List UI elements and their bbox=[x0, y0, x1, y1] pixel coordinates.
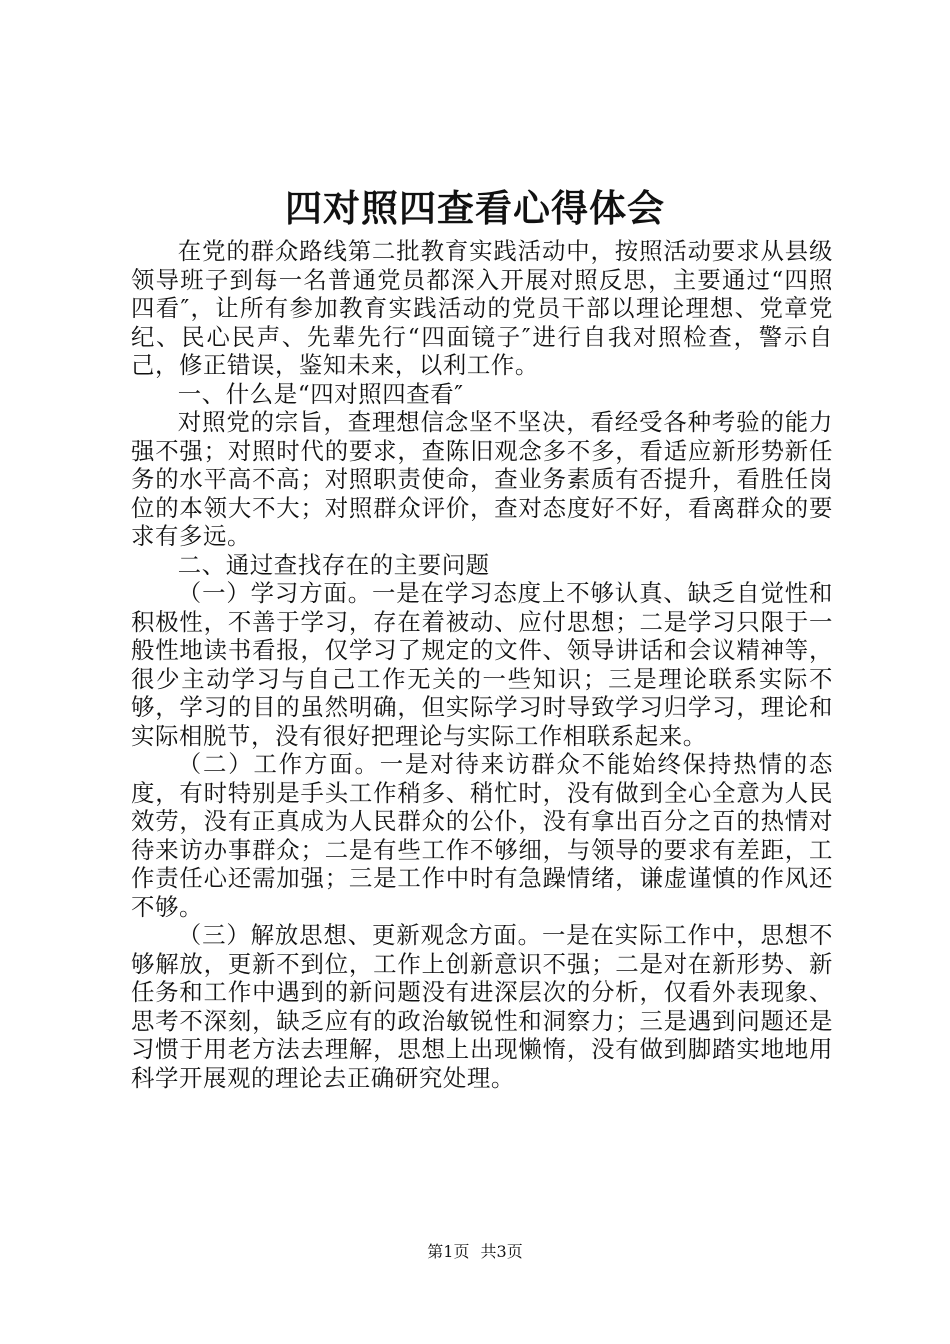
page-footer bbox=[0, 1241, 950, 1263]
section-heading-2: 二、通过查找存在的主要问题 bbox=[177, 550, 490, 579]
work-paragraph: （二）工作方面。一是对待来访群众不能始终保持热情的态度，有时特别是手头工作稍多、稍忙时，没有做到全心全意为人民效劳，没有正真成为人民群众的公仆，没有拿出百分之百的热情对待来访办事群众；二是有些工作不够细，与领导的要求有差距，工作责任心还需加强；三是工作中时有急躁情绪，谦虚谨慎的作风还不够。 bbox=[131, 750, 833, 921]
section-heading-1: 一、什么是“四对照四查看″ bbox=[177, 379, 464, 408]
section-1-paragraph: 对照党的宗旨，查理想信念坚不坚决，看经受各种考验的能力强不强；对照时代的要求，查陈旧观念多不多，看适应新形势新任务的水平高不高；对照职责使命，查业务素质有否提升，看胜任岗位的本领大不大；对照群众评价，查对态度好不好，看离群众的要求有多远。 bbox=[131, 408, 833, 550]
study-paragraph: （一）学习方面。一是在学习态度上不够认真、缺乏自觉性和积极性，不善于学习，存在着被动、应付思想；二是学习只限于一般性地读书看报，仅学习了规定的文件、领导讲话和会议精神等，很少主动学习与自己工作无关的一些知识；三是理论联系实际不够，学习的目的虽然明确，但实际学习时导致学习归学习，理论和实际相脱节，没有很好把理论与实际工作相联系起来。 bbox=[131, 579, 833, 750]
page-number: 第1页 bbox=[427, 1242, 470, 1261]
document-body bbox=[131, 237, 833, 1092]
intro-paragraph: 在党的群众路线第二批教育实践活动中，按照活动要求从县级领导班子到每一名普通党员都深入开展对照反思，主要通过“四照四看″，让所有参加教育实践活动的党员干部以理论理想、党章党纪、民心民声、先辈先行“四面镜子″进行自我对照检查，警示自己，修正错误，鉴知未来，以利工作。 bbox=[131, 237, 833, 379]
page-total: 共3页 bbox=[480, 1242, 523, 1261]
document-title: 四对照四查看心得体会 bbox=[285, 186, 665, 230]
thinking-paragraph: （三）解放思想、更新观念方面。一是在实际工作中，思想不够解放，更新不到位，工作上创新意识不强；二是对在新形势、新任务和工作中遇到的新问题没有进深层次的分析，仅看外表现象、思考不深刻，缺乏应有的政治敏锐性和洞察力；三是遇到问题还是习惯于用老方法去理解，思想上出现懒惰，没有做到脚踏实地地用科学开展观的理论去正确研究处理。 bbox=[131, 921, 833, 1092]
